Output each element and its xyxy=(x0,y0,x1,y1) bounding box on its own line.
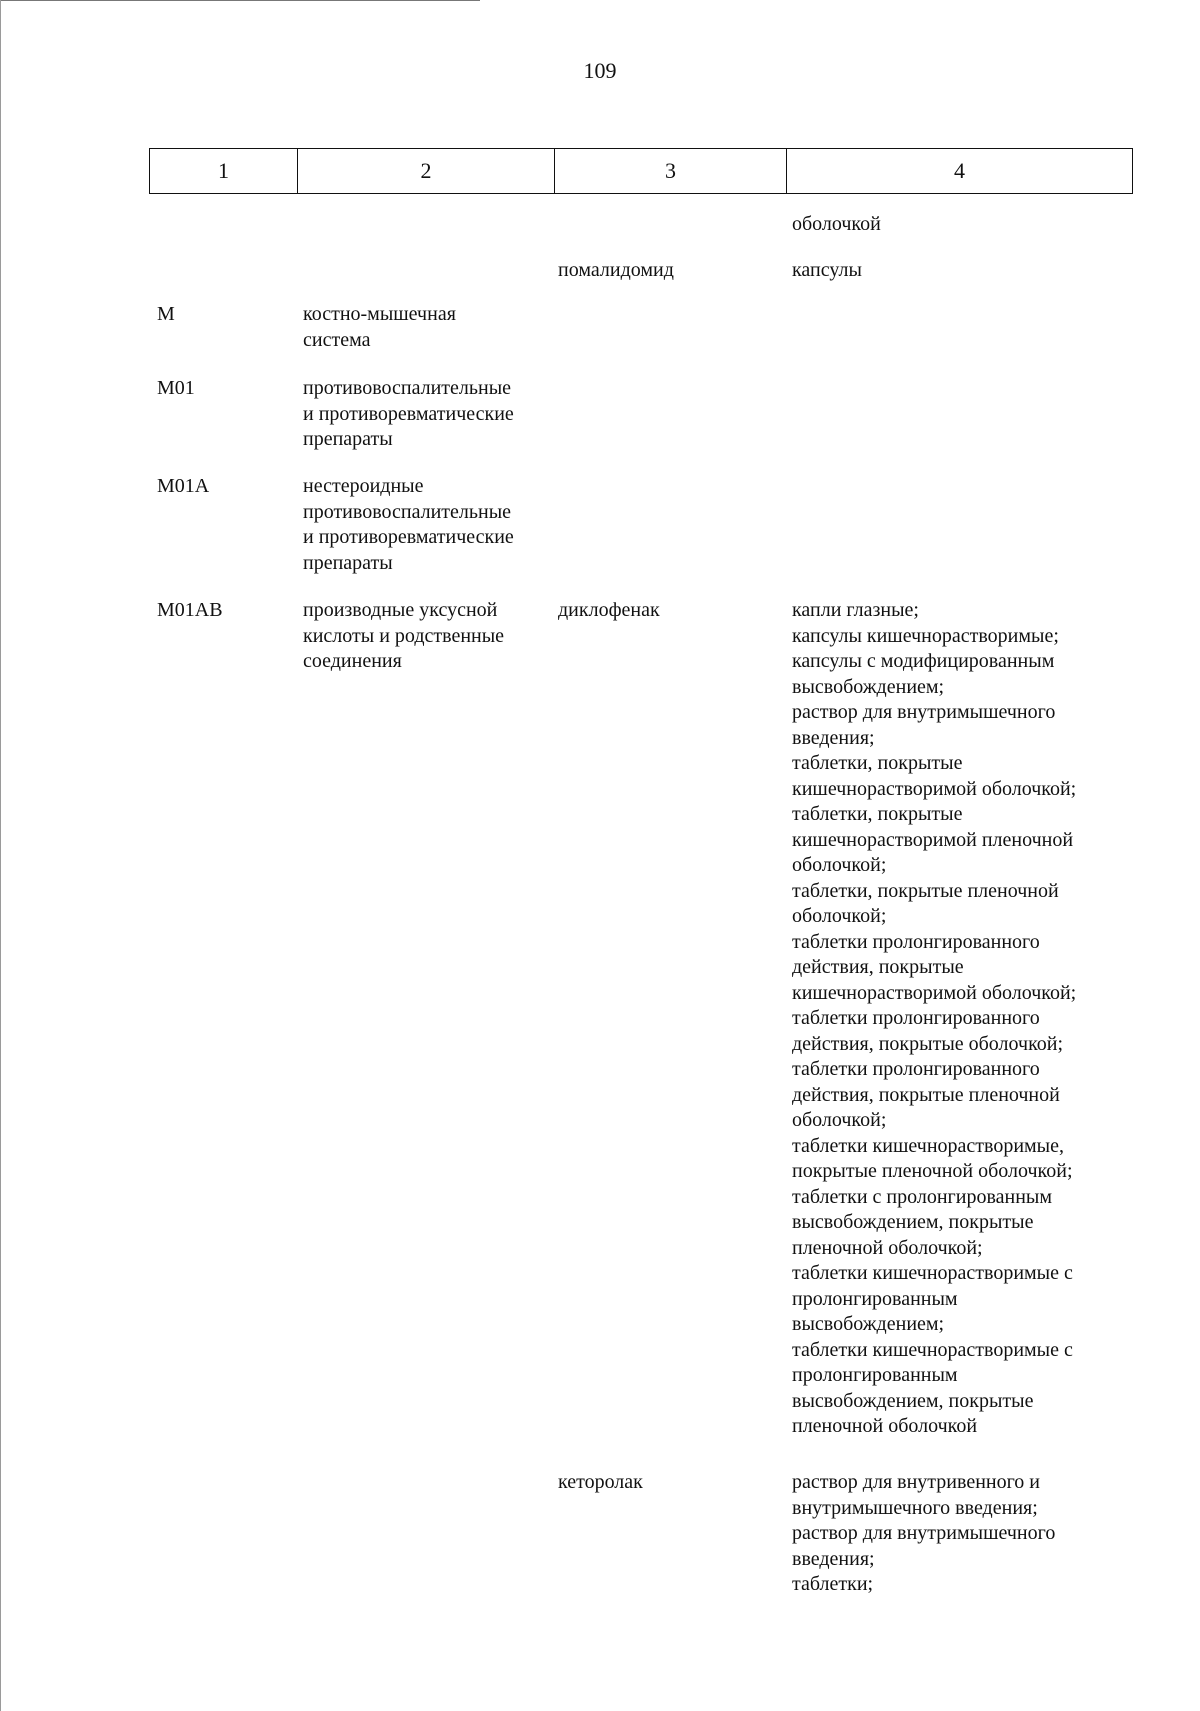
cell-line: внутримышечного введения; xyxy=(792,1496,1038,1519)
cell-line: кишечнорастворимой оболочкой; xyxy=(792,777,1077,800)
cell-line: таблетки кишечнорастворимые с xyxy=(792,1262,1073,1284)
cell-line: таблетки пролонгированного xyxy=(792,1007,1040,1029)
cell-line: кишечнорастворимой пленочной xyxy=(792,828,1074,851)
header-cell-1: 1 xyxy=(218,158,229,183)
cell-line: и противоревматические xyxy=(303,526,514,548)
atc-code-cell: M01 xyxy=(157,377,195,399)
cell-line: система xyxy=(303,328,371,351)
cell-line: таблетки; xyxy=(792,1573,874,1595)
cell-line: действия, покрытые оболочкой; xyxy=(792,1032,1064,1055)
drug-name-cell xyxy=(558,1470,778,1496)
cell-line: пролонгированным xyxy=(792,1287,958,1310)
cell-line: покрытые пленочной оболочкой; xyxy=(792,1160,1073,1182)
cell-line: таблетки, покрытые xyxy=(792,803,963,825)
cell-line: раствор для внутримышечного xyxy=(792,701,1056,723)
cell-line: таблетки кишечнорастворимые с xyxy=(792,1338,1073,1361)
header-cell-2: 2 xyxy=(297,149,554,193)
cell-line: препараты xyxy=(303,551,393,574)
cell-line: капсулы xyxy=(792,259,862,281)
cell-line: соединения xyxy=(303,650,402,672)
cell-line: пролонгированным xyxy=(792,1364,958,1386)
header-cell-4: 4 xyxy=(786,149,1132,193)
cell-line: таблетки кишечнорастворимые, xyxy=(792,1134,1064,1157)
cell-line: таблетки, покрытые xyxy=(792,752,963,774)
cell-line: кеторолак xyxy=(558,1471,643,1493)
cell-line: высвобождением, покрытые xyxy=(792,1389,1034,1412)
dosage-forms-cell xyxy=(792,598,1132,1440)
page-number: 109 xyxy=(583,58,617,83)
cell-line: таблетки пролонгированного xyxy=(792,930,1040,953)
group-name-cell xyxy=(303,474,553,576)
cell-line: нестероидные xyxy=(303,475,424,497)
cell-line: кишечнорастворимой оболочкой; xyxy=(792,981,1077,1004)
scan-edge-left xyxy=(0,0,1,1711)
cell-line: введения; xyxy=(792,1547,875,1570)
cell-line: таблетки, покрытые пленочной xyxy=(792,879,1059,902)
drug-name-cell xyxy=(558,598,778,624)
cell-line: противовоспалительные xyxy=(303,377,512,399)
dosage-forms-cell xyxy=(792,1470,1132,1598)
cell-line: высвобождением; xyxy=(792,1313,945,1335)
cell-line: оболочкой; xyxy=(792,905,887,927)
atc-code-cell: M01A xyxy=(157,475,210,497)
drug-name-cell xyxy=(558,258,778,284)
cell-line: высвобождением, покрытые xyxy=(792,1211,1034,1233)
dosage-forms-cell xyxy=(792,258,1132,284)
cell-line: высвобождением; xyxy=(792,675,945,698)
cell-line: оболочкой xyxy=(792,213,881,235)
group-name-cell xyxy=(303,376,553,453)
cell-line: производные уксусной xyxy=(303,599,498,621)
cell-line: препараты xyxy=(303,428,393,450)
cell-line: таблетки пролонгированного xyxy=(792,1058,1040,1080)
cell-line: помалидомид xyxy=(558,259,674,281)
cell-line: противовоспалительные xyxy=(303,500,512,523)
cell-line: диклофенак xyxy=(558,599,660,621)
table-header-row xyxy=(149,148,1133,194)
cell-line: раствор для внутримышечного xyxy=(792,1522,1056,1544)
cell-line: капсулы кишечнорастворимые; xyxy=(792,624,1059,647)
cell-line: таблетки с пролонгированным xyxy=(792,1185,1053,1208)
cell-line: введения; xyxy=(792,726,875,749)
cell-line: кислоты и родственные xyxy=(303,624,505,647)
cell-line: капли глазные; xyxy=(792,599,919,621)
cell-line: действия, покрытые пленочной xyxy=(792,1083,1060,1106)
cell-line: оболочкой; xyxy=(792,1109,887,1131)
cell-line: костно-мышечная xyxy=(303,303,456,325)
cell-line: и противоревматические xyxy=(303,402,514,425)
cell-line: действия, покрытые xyxy=(792,956,964,978)
cell-line: пленочной оболочкой xyxy=(792,1415,978,1437)
header-cell-3: 3 xyxy=(554,149,786,193)
cell-line: оболочкой; xyxy=(792,854,887,876)
atc-code-cell: M xyxy=(157,303,175,325)
cell-line: капсулы с модифицированным xyxy=(792,650,1055,672)
dosage-forms-cell xyxy=(792,212,1132,238)
atc-code-cell: M01AB xyxy=(157,599,223,621)
scan-edge-top xyxy=(0,0,1200,1)
cell-line: пленочной оболочкой; xyxy=(792,1236,983,1259)
group-name-cell xyxy=(303,302,553,353)
group-name-cell xyxy=(303,598,553,675)
cell-line: раствор для внутривенного и xyxy=(792,1471,1041,1493)
